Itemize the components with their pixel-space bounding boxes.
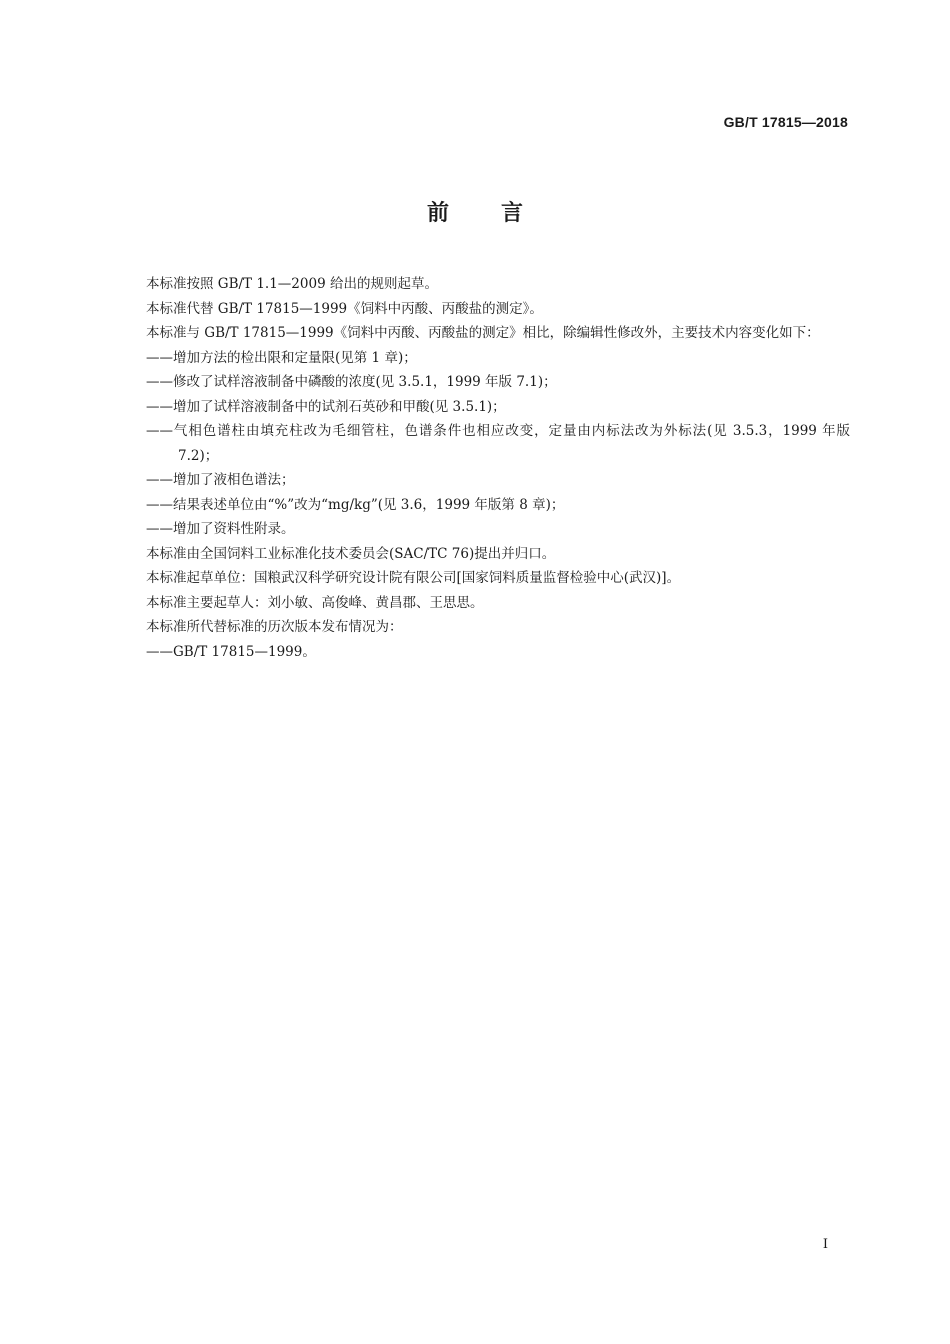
paragraph-drafters: 本标准主要起草人：刘小敏、高俊峰、黄昌郡、王思思。 [146, 594, 484, 611]
list-item-phosphoric-acid: ——修改了试样溶液制备中磷酸的浓度(见 3.5.1，1999 年版 7.1)； [146, 374, 557, 390]
paragraph-proposed-by: 本标准由全国饲料工业标准化技术委员会(SAC/TC 76)提出并归口。 [146, 545, 556, 562]
list-item-informative-annex: ——增加了资料性附录。 [146, 521, 295, 537]
paragraph-drafting-rules: 本标准按照 GB/T 1.1—2009 给出的规则起草。 [146, 276, 438, 292]
paragraph-drafting-unit: 本标准起草单位：国粮武汉科学研究设计院有限公司[国家饲料质量监督检验中心(武汉)]。 [146, 570, 681, 586]
list-item-capillary-column: ——气相色谱柱由填充柱改为毛细管柱，色谱条件也相应改变，定量由内标法改为外标法(见 3.5.3，1999 年版 7.2)； [146, 423, 850, 464]
list-item-previous-version: ——GB/T 17815—1999。 [146, 643, 316, 660]
list-item-result-unit: ——结果表述单位由“%”改为“mg/kg”(见 3.6，1999 年版第 8 章)； [146, 496, 565, 513]
document-body [114, 272, 850, 664]
standard-number: GB/T 17815—2018 [723, 114, 848, 130]
paragraph-history-intro: 本标准所代替标准的历次版本发布情况为： [146, 619, 403, 635]
list-item-liquid-chromatography: ——增加了液相色谱法； [146, 472, 295, 488]
paragraph-replaces: 本标准代替 GB/T 17815—1999《饲料中丙酸、丙酸盐的测定》。 [146, 300, 543, 317]
list-item-detection-limit: ——增加方法的检出限和定量限(见第 1 章)； [146, 349, 417, 366]
page-title: 前言 [426, 201, 575, 226]
page-number: I [822, 1237, 828, 1252]
paragraph-changes-intro: 本标准与 GB/T 17815—1999《饲料中丙酸、丙酸盐的测定》相比，除编辑性修改外，主要技术内容变化如下： [146, 325, 820, 341]
list-item-quartz-sand: ——增加了试样溶液制备中的试剂石英砂和甲酸(见 3.5.1)； [146, 398, 506, 415]
